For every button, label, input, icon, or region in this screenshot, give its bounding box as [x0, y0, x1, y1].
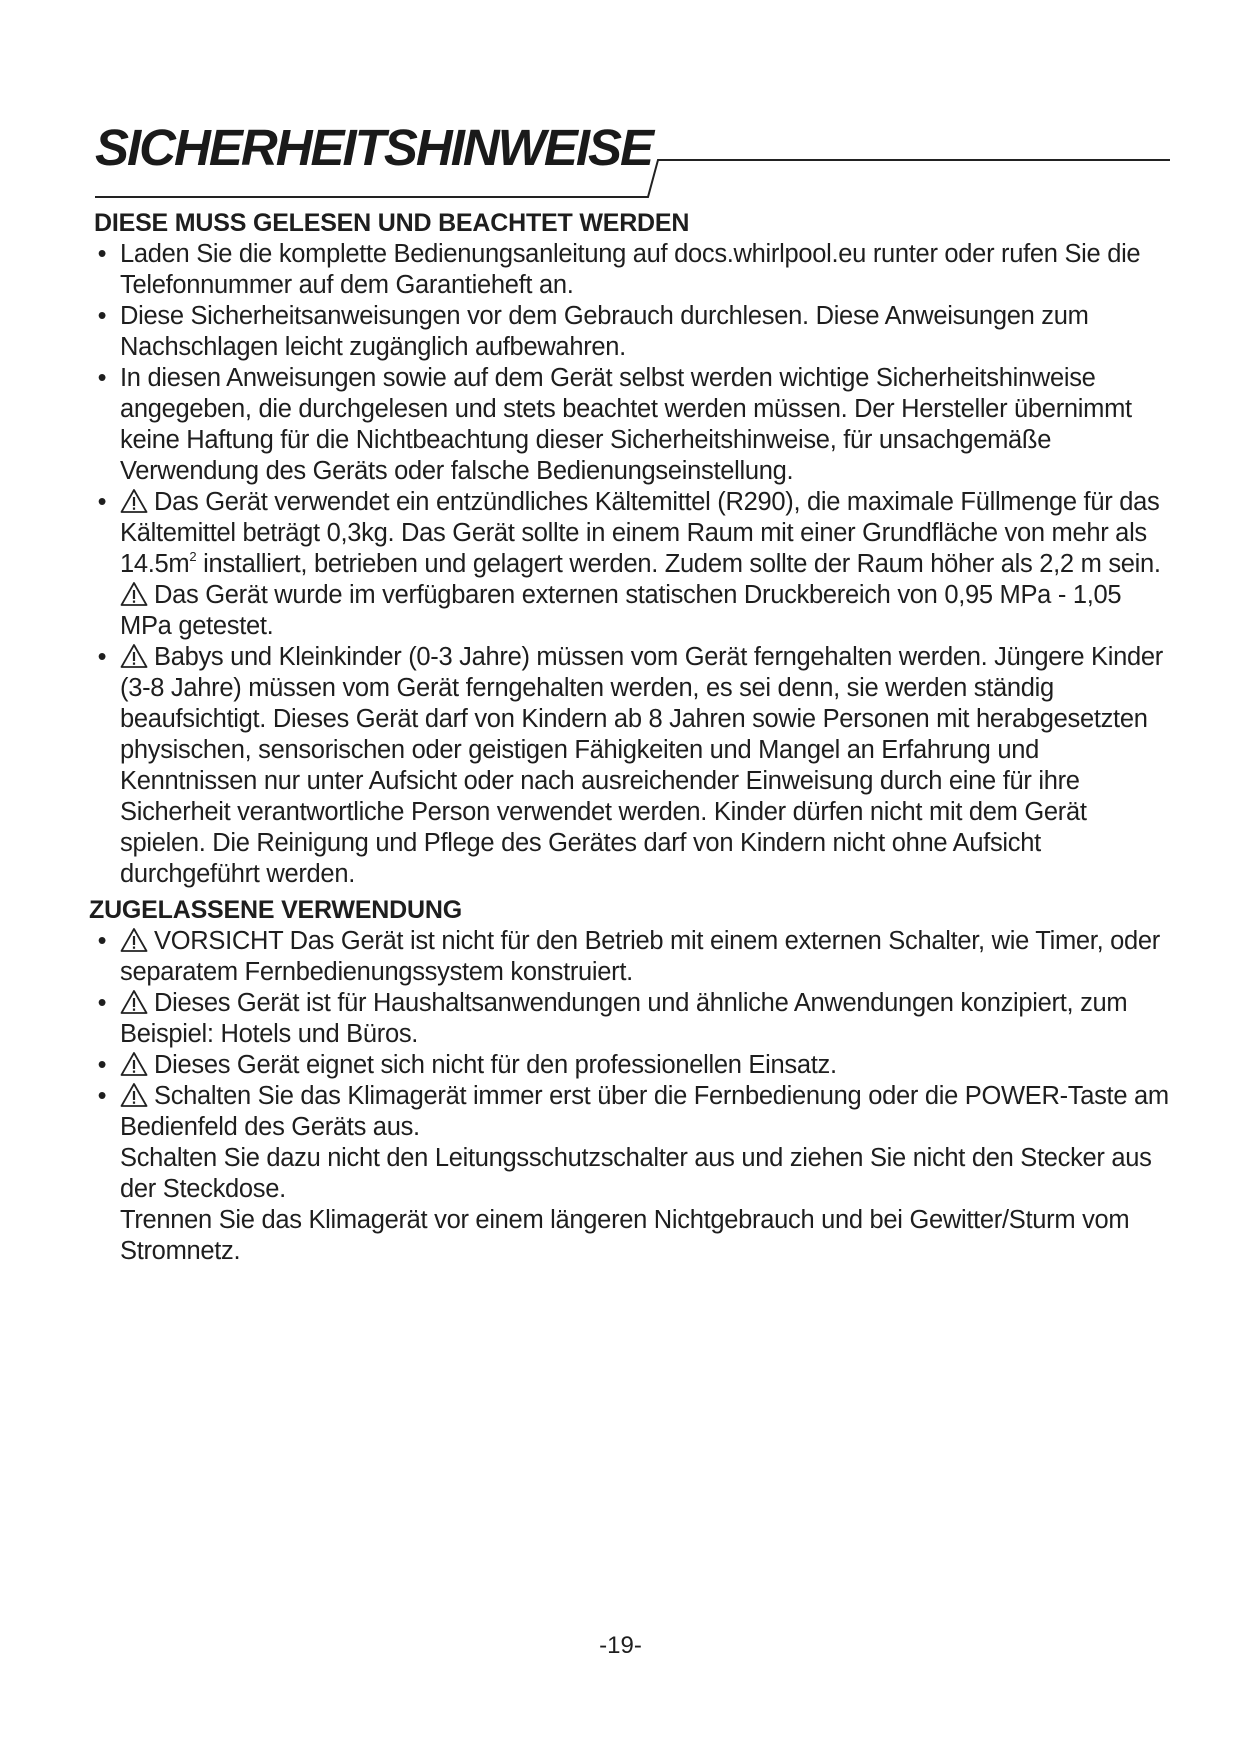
bullet: •: [97, 364, 107, 392]
list-item: [92, 926, 1172, 988]
warning-triangle-icon: [120, 581, 148, 607]
page-title: SICHERHEITSHINWEISE: [95, 119, 653, 176]
superscript: 2: [189, 549, 197, 564]
bullet: •: [97, 1082, 107, 1110]
section-heading-use: ZUGELASSENE VERWENDUNG: [89, 896, 462, 924]
list-item: [92, 1050, 1172, 1081]
item-text: Diese Sicherheitsanweisungen vor dem Gebrauch durchlesen. Diese Anweisungen zum Nachschlagen leicht zugänglich aufbewahren.: [120, 302, 1089, 361]
refrigerant-text-cont: installiert, betrieben und gelagert werden. Zudem sollte der Raum höher als 2,2 m sein.: [196, 550, 1161, 578]
warning-triangle-icon: [120, 643, 148, 669]
list-item-children: [92, 642, 1172, 890]
item-text: In diesen Anweisungen sowie auf dem Gerät selbst werden wichtige Sicherheitshinweise angegeben, die durchgelesen und stets beachtet werden müssen. Der Hersteller übernimmt keine Haftung für die Nichtbeachtung dieser Sicherheitshinweise, für unsachgemäße Verwendung des Geräts oder falsche Bedienungseinstellung.: [120, 364, 1132, 485]
bullet: •: [97, 302, 107, 330]
power-text-1: Schalten Sie das Klimagerät immer erst über die Fernbedienung oder die POWER-Taste am Bedienfeld des Geräts aus.: [120, 1082, 1169, 1141]
children-text: Babys und Kleinkinder (0-3 Jahre) müssen vom Gerät ferngehalten werden. Jüngere Kinder (3-8 Jahre) müssen vom Gerät ferngehalten werden, es sei denn, sie werden ständig beaufsichtigt. Dieses Gerät darf von Kindern ab 8 Jahren sowie Personen mit herabgesetzten physischen, sensorischen oder geistigen Fähigkeiten und Mangel an Erfahrung und Kenntnissen nur unter Aufsicht oder nach ausreichender Einweisung durch eine für ihre Sicherheit verantwortliche Person verwendet werden. Kinder dürfen nicht mit dem Gerät spielen. Die Reinigung und Pflege des Gerätes darf von Kindern nicht ohne Aufsicht durchgeführt werden.: [120, 643, 1163, 888]
bullet: •: [97, 488, 107, 516]
warning-triangle-icon: [120, 989, 148, 1015]
item-text: Laden Sie die komplette Bedienungsanleitung auf docs.whirlpool.eu runter oder rufen Sie die Telefonnummer auf dem Garantieheft an.: [120, 240, 1141, 299]
pressure-paragraph: [120, 580, 1172, 642]
list-item-refrigerant: [92, 487, 1172, 642]
bullet: •: [97, 927, 107, 955]
refrigerant-text: Das Gerät verwendet ein entzündliches Kältemittel (R290), die maximale Füllmenge für das Kältemittel beträgt 0,3kg. Das Gerät sollte in einem Raum mit einer Grundfläche von mehr als 14.5m: [120, 488, 1160, 578]
item-text: Dieses Gerät ist für Haushaltsanwendungen und ähnliche Anwendungen konzipiert, zum Beispiel: Hotels und Büros.: [120, 989, 1128, 1048]
list-item: [92, 239, 1172, 301]
refrigerant-paragraph: [120, 487, 1172, 580]
list-item: [92, 363, 1172, 487]
power-paragraph-3: Trennen Sie das Klimagerät vor einem längeren Nichtgebrauch und bei Gewitter/Sturm vom Stromnetz.: [120, 1206, 1130, 1265]
content: [89, 208, 1172, 1267]
page-number: -19-: [599, 1632, 642, 1659]
warning-triangle-icon: [120, 1051, 148, 1077]
power-paragraph-1: [120, 1081, 1172, 1143]
warning-triangle-icon: [120, 1082, 148, 1108]
bullet: •: [97, 989, 107, 1017]
list-item: [92, 988, 1172, 1050]
list-item-power: [92, 1081, 1172, 1267]
pressure-text: Das Gerät wurde im verfügbaren externen statischen Druckbereich von 0,95 MPa - 1,05 MPa getestet.: [120, 581, 1122, 640]
bullet: •: [97, 240, 107, 268]
list-item: [92, 301, 1172, 363]
item-text: VORSICHT Das Gerät ist nicht für den Betrieb mit einem externen Schalter, wie Timer, oder separatem Fernbedienungssystem konstruiert.: [120, 927, 1161, 986]
power-paragraph-2: Schalten Sie dazu nicht den Leitungsschutzschalter aus und ziehen Sie nicht den Stecker aus der Steckdose.: [120, 1144, 1152, 1203]
section-heading-read: DIESE MUSS GELESEN UND BEACHTET WERDEN: [94, 209, 690, 237]
title-underline: [95, 150, 1175, 200]
bullet: •: [97, 643, 107, 671]
warning-triangle-icon: [120, 927, 148, 953]
item-text: Dieses Gerät eignet sich nicht für den professionellen Einsatz.: [154, 1051, 837, 1079]
warning-triangle-icon: [120, 488, 148, 514]
bullet: •: [97, 1051, 107, 1079]
